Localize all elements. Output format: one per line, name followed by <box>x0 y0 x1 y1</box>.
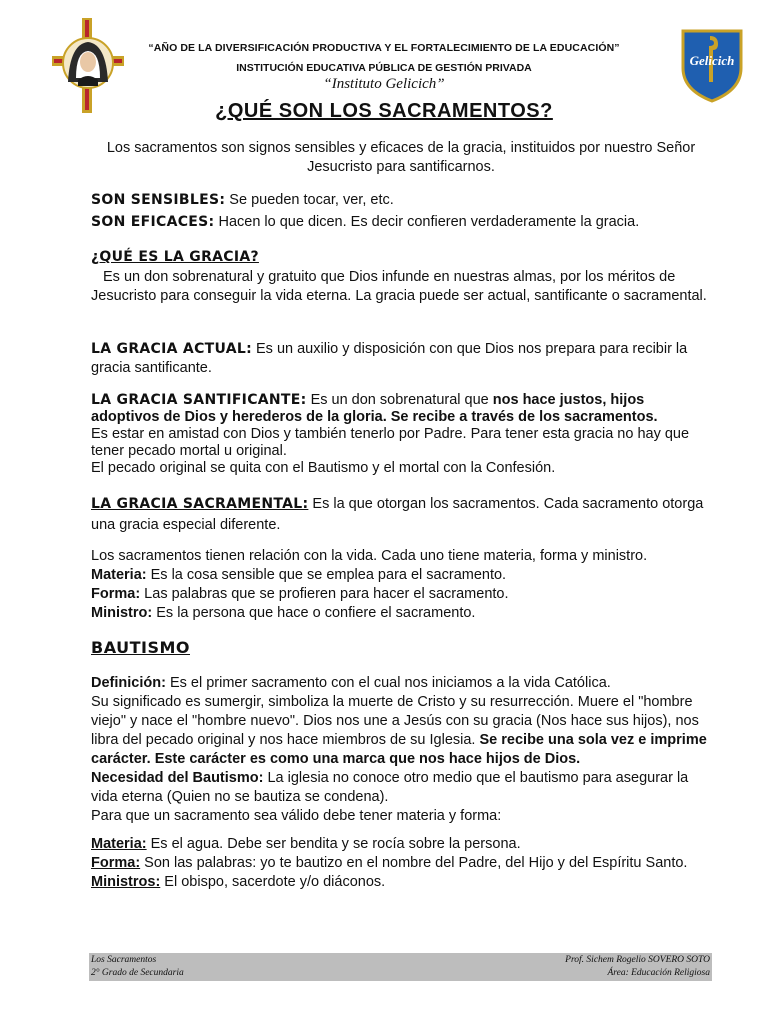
relacion-materia-label: Materia: <box>91 567 147 583</box>
bautismo-materia <box>91 835 711 854</box>
bautismo-def-label: Definición: <box>91 675 166 691</box>
bautismo-block <box>91 674 711 892</box>
year-motto: “AÑO DE LA DIVERSIFICACIÓN PRODUCTIVA Y EL FORTALECIMIENTO DE LA EDUCACIÓN” <box>148 42 620 54</box>
santificante-label: LA GRACIA SANTIFICANTE: <box>91 392 307 408</box>
bautismo-def-text: Es el primer sacramento con el cual nos iniciamos a la vida Católica. <box>165 675 611 691</box>
bautismo-necesidad-label: Necesidad del Bautismo: <box>91 770 264 786</box>
relacion-forma <box>91 585 711 604</box>
bautismo-significado-text: Su significado es sumergir, simboliza la muerte de Cristo y su resurrección. Muere el "hombre viejo" y nace el "hombre nuevo". Dios nos une a Jesús con su gracia (Nos hace sus hijos), nos libra del pecado original y nos hace miembros de su Iglesia. <box>91 694 699 748</box>
page-footer <box>89 953 712 981</box>
eficaces-text: Hacen lo que dicen. Es decir confieren verdaderamente la gracia. <box>214 214 640 230</box>
santificante-text2: Es estar en amistad con Dios y también tenerlo por Padre. Para tener esta gracia no hay que tener pecado mortal u original. <box>91 426 690 459</box>
bautismo-necesidad-text: La iglesia no conoce otro medio que el bautismo para asegurar la vida eterna (Quien no se bautiza se condena). <box>91 770 689 805</box>
gracia-paragraph: Es un don sobrenatural y gratuito que Dios infunde en nuestras almas, por los méritos de Jesucristo para conseguir la vida eterna. La gracia puede ser actual, santificante o sacramental. <box>91 269 707 304</box>
bautismo-significado-bold: Se recibe una sola vez e imprime carácter. Este carácter es como una marca que nos hace hijos de Dios. <box>91 732 707 767</box>
santificante-text3: El pecado original se quita con el Bautismo y el mortal con la Confesión. <box>91 460 556 476</box>
santificante-paragraph <box>91 392 711 477</box>
bautismo-heading-line <box>91 638 711 659</box>
eficaces-line <box>91 213 711 232</box>
gracia-heading: ¿QUÉ ES LA GRACIA? <box>91 249 259 265</box>
footer-area: Área: Educación Religiosa <box>607 968 710 978</box>
bautismo-definicion <box>91 674 711 693</box>
sacramental-label: LA GRACIA SACRAMENTAL: <box>91 496 309 512</box>
sensibles-line <box>91 191 711 210</box>
bautismo-forma <box>91 854 711 873</box>
relacion-ministro <box>91 604 711 623</box>
gracia-heading-line <box>91 248 711 267</box>
bautismo-ministros <box>91 873 711 892</box>
school-name: “Instituto Gelicich” <box>323 76 445 92</box>
footer-subject: Los Sacramentos <box>91 955 157 965</box>
intro-paragraph: Los sacramentos son signos sensibles y eficaces de la gracia, instituidos por nuestro Señor Jesucristo para santificarnos. <box>106 140 696 175</box>
page-title: ¿QUÉ SON LOS SACRAMENTOS? <box>215 100 553 122</box>
sacramental-text: Es la que otorgan los sacramentos. Cada sacramento otorga una gracia especial diferente. <box>91 496 704 533</box>
sensibles-label: SON SENSIBLES: <box>91 192 226 208</box>
santificante-text1: Es un don sobrenatural que <box>306 392 493 408</box>
relacion-forma-text: Las palabras que se profieren para hacer el sacramento. <box>140 586 509 602</box>
bautismo-forma-label: Forma: <box>91 855 141 871</box>
bautismo-ministros-label: Ministros: <box>91 874 161 890</box>
footer-grade: 2° Grado de Secundaria <box>91 968 184 978</box>
bautismo-forma-text: Son las palabras: yo te bautizo en el nombre del Padre, del Hijo y del Espíritu Santo. <box>140 855 688 871</box>
footer-teacher: Prof. Sichem Rogelio SOVERO SOTO <box>565 955 710 965</box>
eficaces-label: SON EFICACES: <box>91 214 215 230</box>
relacion-materia-text: Es la cosa sensible que se emplea para el sacramento. <box>146 567 507 583</box>
bautismo-significado <box>91 693 711 769</box>
bautismo-ministros-text: El obispo, sacerdote y/o diáconos. <box>160 874 386 890</box>
actual-label: LA GRACIA ACTUAL: <box>91 341 252 357</box>
actual-text: Es un auxilio y disposición con que Dios nos prepara para recibir la gracia santificante. <box>91 341 688 376</box>
relacion-ministro-label: Ministro: <box>91 605 153 621</box>
relacion-block <box>91 547 711 623</box>
sacramental-paragraph <box>91 494 711 536</box>
actual-paragraph <box>91 340 711 378</box>
institution-name: INSTITUCIÓN EDUCATIVA PÚBLICA DE GESTIÓN PRIVADA <box>236 62 532 74</box>
bautismo-necesidad <box>91 769 711 807</box>
relacion-materia <box>91 566 711 585</box>
sensibles-text: Se pueden tocar, ver, etc. <box>225 192 394 208</box>
bautismo-heading: BAUTISMO <box>91 638 190 657</box>
bautismo-valido: Para que un sacramento sea válido debe tener materia y forma: <box>91 808 502 824</box>
bautismo-materia-text: Es el agua. Debe ser bendita y se rocía sobre la persona. <box>146 836 521 852</box>
bautismo-materia-label: Materia: <box>91 836 147 852</box>
logo-wordmark: Gelicich <box>689 53 735 68</box>
relacion-text: Los sacramentos tienen relación con la vida. Cada uno tiene materia, forma y ministro. <box>91 548 648 564</box>
santificante-bold: nos hace justos, hijos adoptivos de Dios y herederos de la gloria. Se recibe a través de los sacramentos. <box>91 392 658 425</box>
relacion-ministro-text: Es la persona que hace o confiere el sacramento. <box>152 605 476 621</box>
relacion-forma-label: Forma: <box>91 586 141 602</box>
